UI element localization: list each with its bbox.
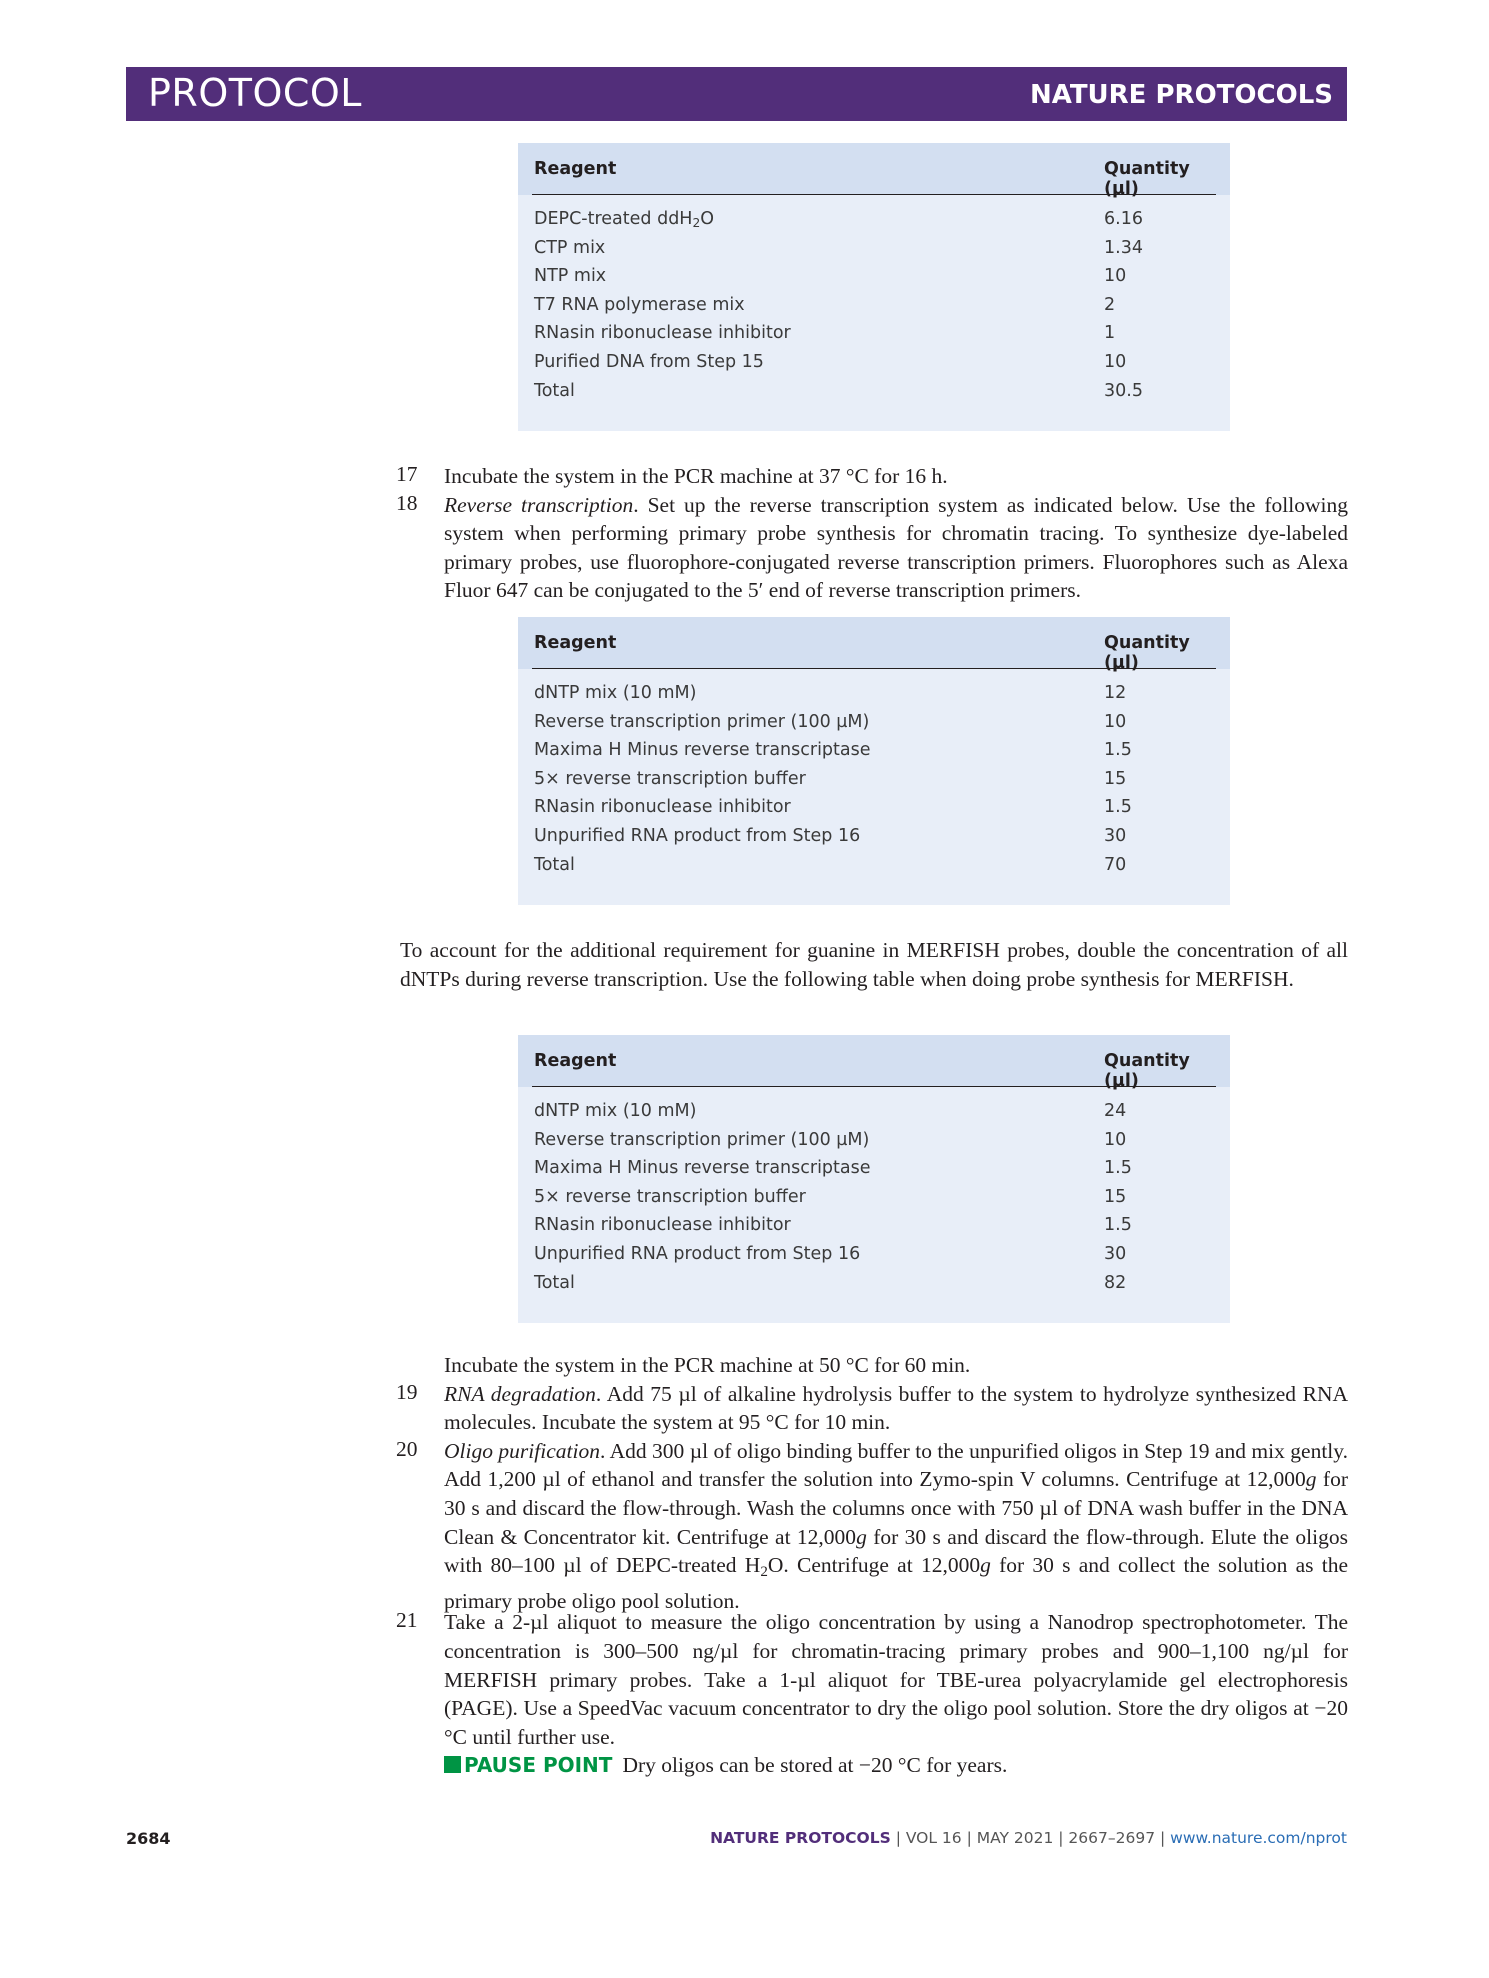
cell-qty: 1 [1104,323,1116,344]
cell-qty: 30.5 [1104,380,1143,401]
step-number: 21 [396,1608,418,1633]
step-text: Incubate the system in the PCR machine at 37 °C for 16 h. [444,464,948,488]
cell-reagent: T7 RNA polymerase mix [534,294,745,315]
col-reagent: Reagent [534,633,617,653]
table-row [518,766,1230,795]
table-merfish [518,1035,1230,1323]
table-row [518,1241,1230,1270]
table-row [518,349,1230,378]
cell-qty: 2 [1104,294,1116,315]
pause-point [444,1751,1348,1780]
cell-reagent: 5× reverse transcription buffer [534,1186,806,1207]
table-row [518,852,1230,881]
cell-reagent-sub: 2 [692,216,701,231]
cell-reagent: dNTP mix (10 mM) [534,683,697,703]
step-number: 18 [396,490,418,515]
col-quantity: Quantity (µl) [1104,633,1190,673]
table-row [518,1212,1230,1241]
table-row [518,235,1230,264]
cell-qty: 10 [1104,1129,1127,1150]
table-row [518,737,1230,766]
step-number: 19 [396,1379,418,1404]
cell-reagent: 5× reverse transcription buffer [534,768,806,789]
footer-citation [710,1829,1347,1847]
cell-reagent: RNasin ribonuclease inhibitor [534,1215,791,1236]
step-text: O. Centrifuge at 12,000 [767,1553,981,1578]
cell-qty: 10 [1104,711,1127,732]
header-rule [532,668,1216,669]
cell-reagent: Reverse transcription primer (100 µM) [534,1129,870,1150]
table-row [518,263,1230,292]
cell-reagent: Reverse transcription primer (100 µM) [534,711,870,732]
cell-reagent: Maxima H Minus reverse transcriptase [534,1158,871,1179]
incubate-50-text: Incubate the system in the PCR machine at 50 °C for 60 min. [444,1353,971,1377]
unit-g: g [1305,1467,1317,1492]
cell-reagent: dNTP mix (10 mM) [534,1101,697,1121]
cell-qty: 30 [1104,825,1127,846]
subscript: 2 [760,1563,768,1580]
step-text: . Set up the reverse transcription system as indicated below. Use the following system when performing primary probe synthesis for chromatin tracing. To synthesize dye-labeled primary probes, use fluorophore-conjugated reverse transcription primers. Fluorophores such as Alexa Fluor 647 can be conjugated to the 5′ end of reverse transcription primers. [444,492,1349,603]
cell-reagent: Total [534,380,575,401]
cell-reagent: RNasin ribonuclease inhibitor [534,323,791,344]
cell-qty: 70 [1104,854,1127,875]
step-number: 17 [396,462,418,486]
cell-qty: 24 [1104,1101,1127,1121]
cell-reagent: Unpurified RNA product from Step 16 [534,825,861,846]
step-text: for 30 s and discard the flow-through. Wash the columns once with 750 µl of DNA wash buffer in the DNA Clean & Concentrator kit. Centrifuge at 12,000 [444,1467,1348,1549]
cell-reagent: Maxima H Minus reverse transcriptase [534,740,871,761]
cell-reagent: CTP mix [534,237,606,258]
table-row [518,292,1230,321]
footer-url-link[interactable]: www.nature.com/nprot [1170,1829,1347,1847]
col-reagent: Reagent [534,1051,617,1071]
col-quantity: Quantity (µl) [1104,159,1190,199]
step-text: . Add 75 µl of alkaline hydrolysis buffer to the system to hydrolyze synthesized RNA molecules. Incubate the system at 95 °C for 10 min. [444,1381,1348,1435]
cell-reagent: RNasin ribonuclease inhibitor [534,797,791,818]
step-text: for 30 s and discard the flow-through. Elute the oligos with 80–100 µl of DEPC-treated H [444,1524,1348,1578]
table-row [518,794,1230,823]
table-row [518,709,1230,738]
cell-qty: 1.34 [1104,237,1143,258]
table-reverse-transcription [518,617,1230,905]
cell-qty: 30 [1104,1243,1127,1264]
cell-reagent-tail: O [700,209,715,229]
table-header [518,143,1230,199]
cell-qty: 1.5 [1104,1158,1132,1179]
header-rule [532,1086,1216,1087]
step-text: . Add 300 µl of oligo binding buffer to the unpurified oligos in Step 19 and mix gently. Add 1,200 µl of ethanol and transfer the solution into Zymo-spin V columns. Centrifuge at 12,000 [444,1438,1349,1492]
table-row [518,1184,1230,1213]
pause-point-label: PAUSE POINT [464,1753,613,1778]
merfish-note: To account for the additional requirement for guanine in MERFISH probes, double the concentration of all dNTPs during reverse transcription. Use the following table when doing probe synthesis for MERFISH. [400,938,1348,991]
cell-qty: 15 [1104,1186,1127,1207]
cell-reagent: Unpurified RNA product from Step 16 [534,1243,861,1264]
table-row [518,1098,1230,1127]
header-banner [126,67,1347,121]
table-header [518,617,1230,673]
pause-point-text: Dry oligos can be stored at −20 °C for years. [622,1753,1008,1778]
col-quantity: Quantity (µl) [1104,1051,1190,1091]
cell-qty: 1.5 [1104,1215,1132,1236]
step-title: Reverse transcription [444,492,634,517]
step-text: for 30 s and collect the solution as the primary probe oligo pool solution. [444,1553,1348,1613]
cell-qty: 10 [1104,351,1127,372]
cell-reagent: Total [534,1272,575,1293]
table-header [518,1035,1230,1091]
table-row [518,320,1230,349]
cell-qty: 10 [1104,266,1127,287]
table-row [518,823,1230,852]
unit-g: g [856,1524,867,1549]
cell-qty: 1.5 [1104,740,1132,761]
cell-reagent: NTP mix [534,266,607,287]
table-row [518,1127,1230,1156]
step-number: 20 [396,1436,418,1461]
table-row [518,1270,1230,1299]
cell-qty: 12 [1104,683,1127,703]
pause-square-icon [444,1756,461,1773]
section-label: PROTOCOL [148,71,362,115]
step-text: Take a 2-µl aliquot to measure the oligo concentration by using a Nanodrop spectrophotometer. The concentration is 300–500 ng/µl for chromatin-tracing primary probes and 900–1,100 ng/µl for MERFISH primary probes. Take a 1-µl aliquot for TBE-urea polyacrylamide gel electrophoresis (PAGE). Use a SpeedVac vacuum concentrator to dry the oligo pool solution. Store the dry oligos at −20 °C until further use. [444,1610,1348,1749]
cell-reagent: Purified DNA from Step 15 [534,351,764,372]
cell-qty: 1.5 [1104,797,1132,818]
footer-volume: | VOL 16 | MAY 2021 | 2667–2697 | [895,1829,1166,1847]
col-reagent: Reagent [534,159,617,179]
cell-qty: 6.16 [1104,209,1143,229]
cell-reagent: DEPC-treated ddH [534,209,693,229]
table-row [518,378,1230,407]
footer-journal: NATURE PROTOCOLS [710,1829,891,1847]
unit-g: g [980,1553,991,1578]
cell-qty: 15 [1104,768,1127,789]
table-row [518,206,1230,235]
page-number: 2684 [126,1829,171,1848]
header-rule [532,194,1216,195]
cell-qty: 82 [1104,1272,1127,1293]
table-row [518,1155,1230,1184]
journal-name: NATURE PROTOCOLS [1029,80,1333,110]
step-title: Oligo purification [444,1438,600,1463]
step-title: RNA degradation [444,1381,596,1406]
cell-reagent: Total [534,854,575,875]
table-transcription [518,143,1230,431]
table-row [518,680,1230,709]
